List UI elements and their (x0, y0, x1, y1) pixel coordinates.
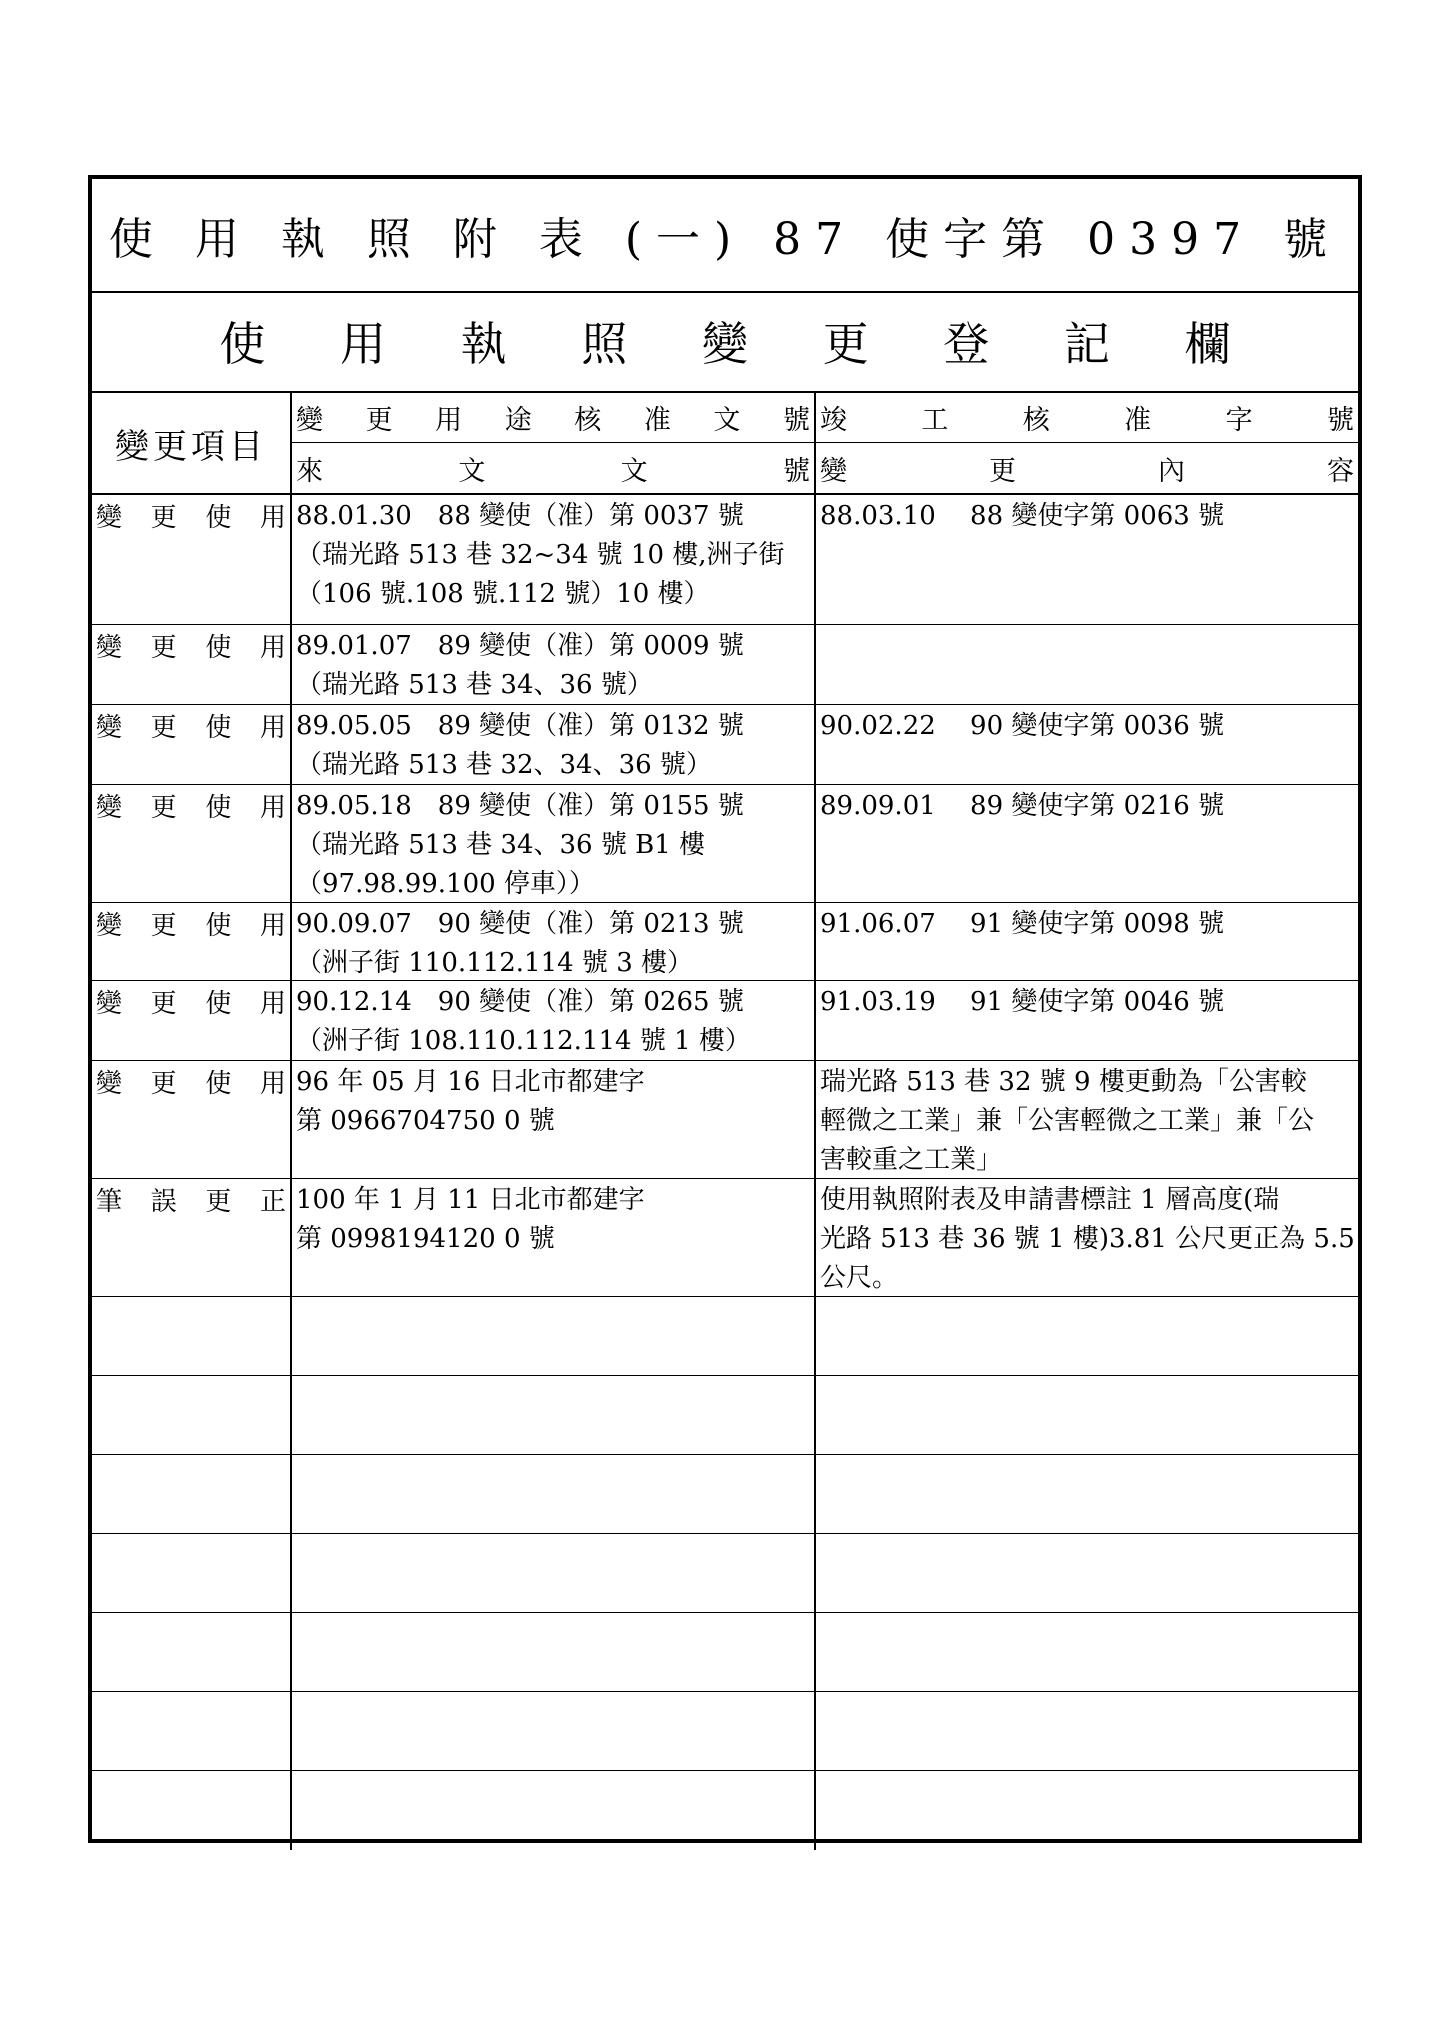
header-char: 更 (989, 455, 1016, 487)
change-item-char: 更 (150, 633, 177, 663)
change-item-char: 使 (205, 633, 232, 663)
change-item-char: 用 (259, 793, 286, 823)
subtitle-char: 更 (822, 317, 869, 371)
approval-doc-cell (292, 1455, 816, 1533)
header-char: 文 (620, 455, 648, 487)
change-item-char: 更 (150, 793, 177, 823)
completion-line: 91.06.07 91 變使字第 0098 號 (820, 909, 1225, 939)
change-item-cell (92, 1179, 292, 1296)
completion-line: 91.03.19 91 變使字第 0046 號 (820, 987, 1225, 1017)
approval-doc-line: 90.12.14 90 變使（准）第 0265 號 (296, 987, 744, 1017)
change-item-cell (92, 1771, 292, 1850)
change-item-char: 更 (150, 911, 177, 941)
change-item-cell (92, 1455, 292, 1533)
change-item-char: 用 (259, 503, 286, 533)
header-change-use-approval-no (292, 393, 814, 443)
header-char: 字 (1225, 405, 1253, 436)
approval-doc-cell (292, 1534, 816, 1612)
approval-doc-cell (292, 1179, 816, 1296)
completion-line: 公尺。 (820, 1263, 899, 1293)
completion-line: 瑞光路 513 巷 32 號 9 樓更動為「公害較 (820, 1067, 1307, 1097)
approval-doc-line: 88.01.30 88 變使（准）第 0037 號 (296, 501, 744, 531)
change-item-char: 變 (96, 1069, 123, 1099)
approval-doc-line: （洲子街 108.110.112.114 號 1 樓） (296, 1026, 751, 1056)
change-item-char: 更 (150, 503, 177, 533)
header-char: 文 (458, 455, 486, 487)
approval-doc-cell (292, 1771, 816, 1850)
change-item-char: 筆 (96, 1187, 123, 1217)
approval-doc-line: 第 0966704750 0 號 (296, 1106, 555, 1136)
header-char: 號 (1326, 405, 1354, 436)
completion-cell (816, 1771, 1358, 1850)
approval-doc-cell (292, 495, 816, 624)
approval-doc-line: 90.09.07 90 變使（准）第 0213 號 (296, 909, 744, 939)
completion-line: 90.02.22 90 變使字第 0036 號 (820, 711, 1225, 741)
change-item-char: 使 (205, 793, 232, 823)
approval-doc-line: （97.98.99.100 停車）） (296, 869, 595, 899)
header-char: 工 (921, 405, 949, 436)
approval-doc-cell (292, 785, 816, 902)
table-row (92, 1692, 1358, 1771)
subtitle-char: 照 (581, 317, 628, 371)
approval-doc-cell (292, 1613, 816, 1691)
approval-doc-line: （106 號.108 號.112 號）10 樓） (296, 579, 710, 609)
change-item-char: 變 (96, 911, 123, 941)
subtitle-char: 登 (943, 317, 990, 371)
table-row (92, 785, 1358, 903)
completion-line: 89.09.01 89 變使字第 0216 號 (820, 791, 1225, 821)
header-char: 准 (1124, 405, 1152, 436)
change-item-char: 更 (150, 989, 177, 1019)
change-item-cell (92, 785, 292, 902)
completion-line: 光路 513 巷 36 號 1 樓)3.81 公尺更正為 5.5 (820, 1224, 1355, 1254)
page-title: 使 用 執 照 附 表 (一) 87 使字第 0397 號 (92, 179, 1358, 293)
header-incoming-doc-no (292, 443, 814, 493)
change-item-char: 用 (259, 911, 286, 941)
change-item-cell (92, 1692, 292, 1770)
header-char: 核 (1022, 405, 1050, 436)
approval-doc-line: 89.05.18 89 變使（准）第 0155 號 (296, 791, 744, 821)
change-item-char: 變 (96, 503, 123, 533)
change-item-cell (92, 495, 292, 624)
change-item-char: 用 (259, 633, 286, 663)
approval-doc-cell (292, 981, 816, 1060)
change-item-cell (92, 1376, 292, 1454)
approval-doc-line: 89.05.05 89 變使（准）第 0132 號 (296, 711, 744, 741)
approval-doc-cell (292, 705, 816, 784)
table-row (92, 1771, 1358, 1850)
table-row (92, 1613, 1358, 1692)
register-subtitle (92, 291, 1358, 393)
approval-doc-cell (292, 625, 816, 704)
completion-cell (816, 625, 1358, 704)
header-change-item: 變更項目 (92, 393, 292, 495)
completion-line: 88.03.10 88 變使字第 0063 號 (820, 501, 1225, 531)
change-item-cell (92, 981, 292, 1060)
table-row (92, 1179, 1358, 1297)
approval-doc-line: 100 年 1 月 11 日北市都建字 (296, 1185, 645, 1215)
change-item-cell (92, 903, 292, 980)
header-char: 變 (296, 405, 323, 436)
header-completion-approval-no (816, 393, 1358, 443)
table-row (92, 705, 1358, 785)
approval-doc-cell (292, 1061, 816, 1178)
approval-doc-line: （瑞光路 513 巷 34、36 號） (296, 670, 653, 700)
approval-doc-line: （瑞光路 513 巷 32~34 號 10 樓,洲子街 (296, 540, 785, 570)
table-row (92, 1297, 1358, 1376)
header-char: 核 (574, 405, 602, 436)
header-char: 准 (643, 405, 671, 436)
header-char: 內 (1158, 455, 1185, 487)
header-char: 用 (435, 405, 463, 436)
table-row (92, 1455, 1358, 1534)
approval-doc-cell (292, 1297, 816, 1375)
change-item-char: 正 (259, 1187, 286, 1217)
subtitle-char: 使 (219, 317, 266, 371)
approval-doc-line: 89.01.07 89 變使（准）第 0009 號 (296, 631, 744, 661)
completion-cell (816, 1613, 1358, 1691)
header-completion (816, 393, 1358, 495)
change-item-char: 用 (259, 1069, 286, 1099)
table-row (92, 981, 1358, 1061)
completion-cell (816, 1455, 1358, 1533)
completion-cell (816, 1061, 1358, 1178)
change-item-char: 使 (205, 713, 232, 743)
approval-doc-line: 第 0998194120 0 號 (296, 1224, 555, 1254)
change-item-cell (92, 625, 292, 704)
header-char: 號 (782, 405, 810, 436)
header-char: 竣 (820, 405, 847, 436)
approval-doc-line: 96 年 05 月 16 日北市都建字 (296, 1067, 645, 1097)
completion-line: 輕微之工業」兼「公害輕微之工業」兼「公 (820, 1106, 1315, 1136)
change-item-cell (92, 1061, 292, 1178)
completion-line: 使用執照附表及申請書標註 1 層高度(瑞 (820, 1185, 1280, 1215)
completion-cell (816, 705, 1358, 784)
change-item-char: 變 (96, 989, 123, 1019)
header-approval-doc (292, 393, 816, 495)
change-item-char: 使 (205, 911, 232, 941)
header-char: 更 (365, 405, 393, 436)
change-item-cell (92, 705, 292, 784)
change-item-char: 變 (96, 633, 123, 663)
change-item-char: 變 (96, 793, 123, 823)
completion-cell (816, 1692, 1358, 1770)
table-row (92, 625, 1358, 705)
table-row (92, 1534, 1358, 1613)
subtitle-char: 記 (1063, 317, 1110, 371)
change-item-char: 更 (205, 1187, 232, 1217)
subtitle-char: 執 (460, 317, 507, 371)
header-char: 途 (504, 405, 532, 436)
subtitle-char: 變 (701, 317, 748, 371)
header-char: 來 (296, 455, 323, 487)
completion-cell (816, 903, 1358, 980)
approval-doc-cell (292, 903, 816, 980)
approval-doc-cell (292, 1692, 816, 1770)
completion-cell (816, 785, 1358, 902)
approval-doc-line: （瑞光路 513 巷 34、36 號 B1 樓 (296, 830, 706, 860)
completion-cell (816, 1376, 1358, 1454)
change-item-char: 更 (150, 713, 177, 743)
table-row (92, 903, 1358, 981)
change-item-char: 使 (205, 989, 232, 1019)
header-char: 容 (1327, 455, 1354, 487)
table-row (92, 1061, 1358, 1179)
change-item-cell (92, 1297, 292, 1375)
completion-cell (816, 1179, 1358, 1296)
completion-cell (816, 981, 1358, 1060)
subtitle-char: 欄 (1184, 317, 1231, 371)
subtitle-char: 用 (339, 317, 386, 371)
change-item-cell (92, 1534, 292, 1612)
change-item-char: 用 (259, 713, 286, 743)
completion-cell (816, 1297, 1358, 1375)
header-char: 號 (782, 455, 810, 487)
completion-line: 害較重之工業」 (820, 1145, 1003, 1175)
change-item-cell (92, 1613, 292, 1691)
table-row (92, 1376, 1358, 1455)
change-item-char: 更 (150, 1069, 177, 1099)
header-char: 文 (713, 405, 741, 436)
change-item-char: 使 (205, 1069, 232, 1099)
change-item-char: 誤 (150, 1187, 177, 1217)
approval-doc-line: （瑞光路 513 巷 32、34、36 號） (296, 750, 712, 780)
change-item-char: 變 (96, 713, 123, 743)
header-change-content (816, 443, 1358, 493)
completion-cell (816, 1534, 1358, 1612)
change-item-char: 使 (205, 503, 232, 533)
permit-sheet (88, 175, 1362, 1843)
approval-doc-cell (292, 1376, 816, 1454)
approval-doc-line: （洲子街 110.112.114 號 3 樓） (296, 948, 694, 978)
header-char: 變 (820, 455, 847, 487)
completion-cell (816, 495, 1358, 624)
change-item-char: 用 (259, 989, 286, 1019)
table-row (92, 495, 1358, 625)
